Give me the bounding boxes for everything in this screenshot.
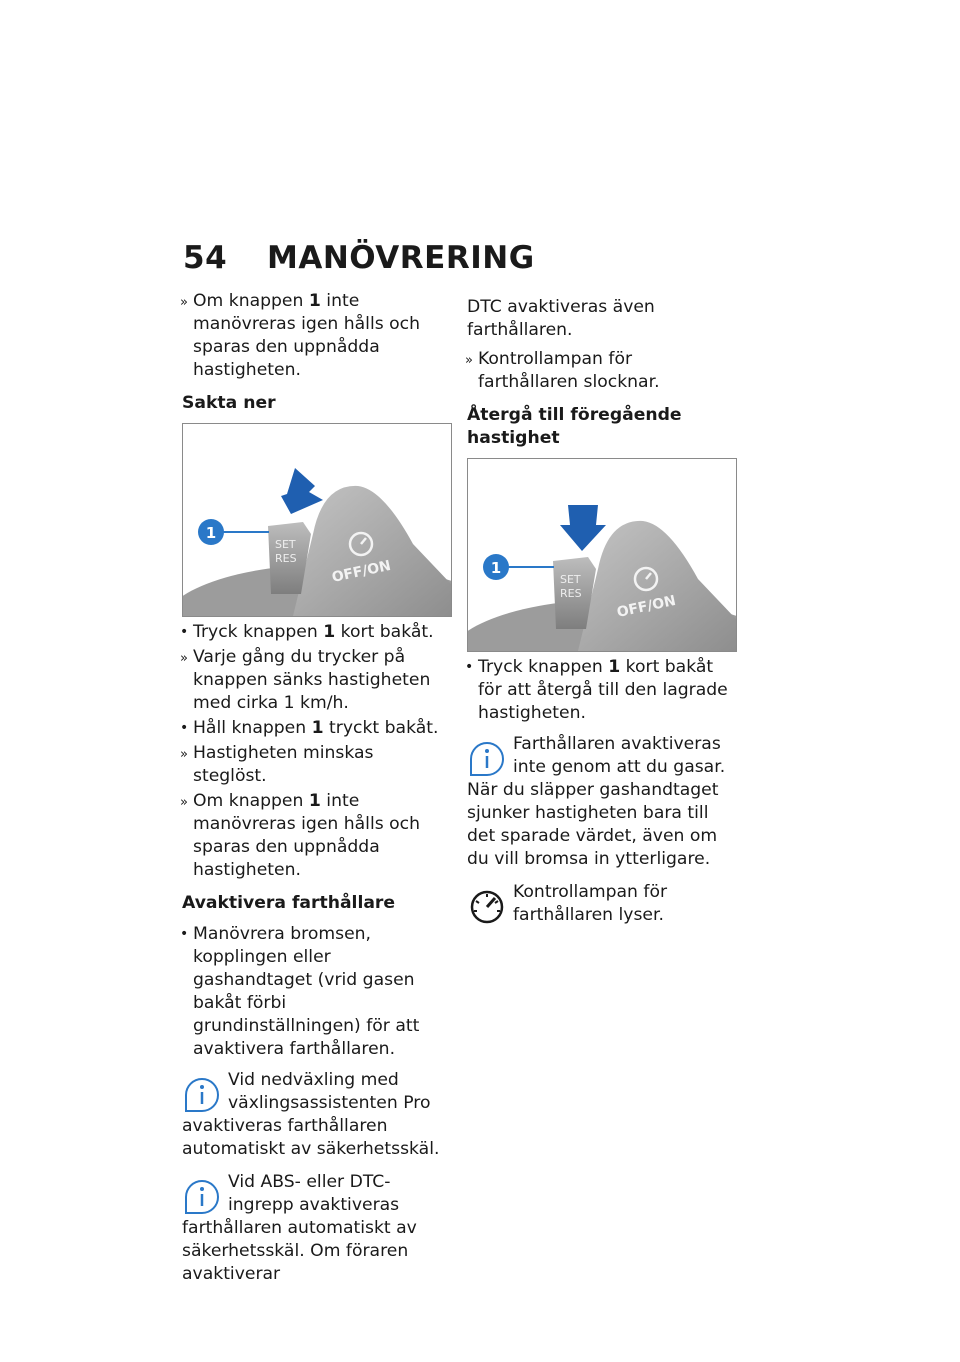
cruise-control-lamp-icon [467, 885, 507, 925]
page-header [183, 240, 535, 276]
lamp-note: Kontrollampan för farthållaren lyser. [467, 881, 737, 927]
left-column [182, 290, 452, 1296]
set-label: SET [560, 573, 581, 586]
res-label: RES [560, 587, 582, 600]
offon-label: OFF/ON [330, 557, 393, 586]
svg-text:1: 1 [490, 559, 502, 577]
section-heading-deactivate: Avaktivera farthållare [182, 893, 396, 913]
right-column [467, 296, 737, 937]
step-item: • Tryck knappen 1 kort bakåt. [180, 622, 434, 642]
info-icon [182, 1175, 222, 1215]
arrow-down-icon [560, 505, 606, 551]
section-heading-resume: Återgå till föregående hastighet [467, 405, 682, 448]
result-item: » Om knappen 1 inte manövreras igen hålls och sparas den uppnådda hastigheten. [180, 291, 421, 380]
info-icon [182, 1073, 222, 1113]
svg-text:1: 1 [205, 524, 217, 542]
set-label: SET [275, 538, 296, 551]
step-item: • Håll knappen 1 tryckt bakåt. [180, 718, 439, 738]
figure-set-res-button [182, 423, 452, 617]
info-icon [467, 737, 507, 777]
result-item: » Kontrollampan för farthållaren slocknar. [465, 349, 660, 392]
step-item: • Tryck knappen 1 kort bakåt för att återgå till den lagrade hastigheten. [465, 657, 728, 723]
res-label: RES [275, 552, 297, 565]
result-marker: » [180, 295, 188, 310]
offon-label: OFF/ON [615, 592, 678, 621]
page-number: 54 [183, 240, 228, 276]
section-heading-slow-down: Sakta ner [182, 393, 276, 413]
page-title: MANÖVRERING [267, 240, 535, 276]
result-item: » Varje gång du trycker på knappen sänks hastigheten med cirka 1 km/h. [180, 647, 431, 713]
info-note: Vid ABS- eller DTC-ingrepp avaktiveras farthållaren automatiskt av säkerhetsskäl. Om föraren avaktiverar [182, 1172, 417, 1284]
figure-set-res-button [467, 458, 737, 652]
result-item: » Om knappen 1 inte manövreras igen hålls och sparas den uppnådda hastigheten. [180, 791, 421, 880]
info-note: Vid nedväxling med växlingsassistenten Pro avaktiveras farthållaren automatiskt av säkerhetsskäl. [182, 1070, 440, 1159]
result-item: » Hastigheten minskas steglöst. [180, 743, 374, 786]
step-item: • Manövrera bromsen, kopplingen eller gashandtaget (vrid gasen bakåt förbi grundinställningen) för att avaktivera farthållaren. [180, 924, 420, 1059]
arrow-down-icon [281, 468, 323, 514]
info-note: Farthållaren avaktiveras inte genom att du gasar. När du släpper gashandtaget sjunker hastigheten bara till det sparade värdet, även om du vill bromsa in ytterligare. [467, 734, 726, 869]
continued-text: DTC avaktiveras även farthållaren. [467, 297, 655, 340]
